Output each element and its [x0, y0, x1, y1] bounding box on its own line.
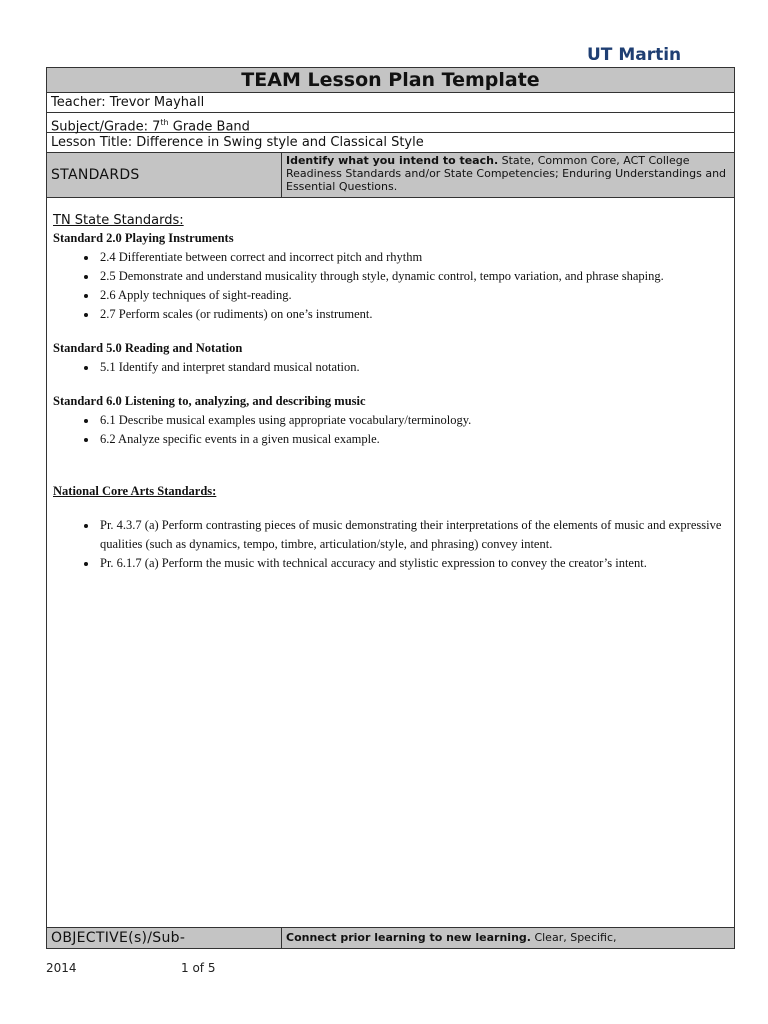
footer-year: 2014 — [46, 961, 77, 975]
tn-standards-heading: TN State Standards: — [53, 213, 184, 228]
lesson-title-field: Lesson Title: Difference in Swing style and Classical Style — [47, 133, 734, 153]
standards-label: STANDARDS — [47, 153, 282, 197]
standard-5-list — [53, 358, 728, 377]
standards-description-rest: State, Common Core, ACT College Readiness Standards and/or State Competencies; Enduring Understandings and Essential Questions. — [286, 154, 727, 193]
ncas-list — [53, 516, 728, 573]
standard-2-heading: Standard 2.0 Playing Instruments — [53, 231, 234, 245]
lesson-plan-table — [46, 67, 735, 949]
standards-header-row — [47, 153, 734, 198]
subject-grade-field — [47, 113, 734, 133]
footer-page-number: 1 of 5 — [181, 961, 216, 975]
list-item: • Pr. 4.3.7 (a) Perform contrasting pieces of music demonstrating their interpretations of the elements of music and expressive qualities (such as dynamics, tempo, timbre, articulation/style, and phrasing) convey intent. — [98, 516, 728, 554]
list-item: • 2.4 Differentiate between correct and incorrect pitch and rhythm — [98, 248, 728, 267]
objective-description-bold: Connect prior learning to new learning. — [286, 931, 531, 944]
standard-6-list — [53, 411, 728, 449]
list-item: • 6.1 Describe musical examples using appropriate vocabulary/terminology. — [98, 411, 728, 430]
objective-header-row — [47, 928, 734, 948]
list-item: • 6.2 Analyze specific events in a given musical example. — [98, 430, 728, 449]
standards-content — [47, 198, 734, 928]
standards-description — [282, 153, 734, 197]
subject-suffix: Grade Band — [168, 119, 250, 135]
standard-5-heading: Standard 5.0 Reading and Notation — [53, 341, 243, 355]
subject-prefix: Subject/Grade: 7 — [51, 119, 161, 135]
list-item: • 2.7 Perform scales (or rudiments) on one’s instrument. — [98, 305, 728, 324]
objective-label: OBJECTIVE(s)/Sub- — [47, 928, 282, 948]
standard-2-list — [53, 248, 728, 324]
list-item: • 2.5 Demonstrate and understand musicality through style, dynamic control, tempo variation, and phrase shaping. — [98, 267, 728, 286]
objective-description — [282, 928, 734, 948]
brand-logo-text: UT Martin — [587, 45, 682, 65]
list-item: • 5.1 Identify and interpret standard musical notation. — [98, 358, 728, 377]
list-item: • Pr. 6.1.7 (a) Perform the music with technical accuracy and stylistic expression to convey the creator’s intent. — [98, 554, 728, 573]
subject-superscript: th — [160, 118, 169, 127]
document-title: TEAM Lesson Plan Template — [47, 68, 734, 93]
teacher-field: Teacher: Trevor Mayhall — [47, 93, 734, 113]
objective-description-rest: Clear, Specific, — [530, 931, 617, 944]
national-core-arts-heading: National Core Arts Standards: — [53, 484, 217, 498]
standard-6-heading: Standard 6.0 Listening to, analyzing, and describing music — [53, 394, 366, 408]
standards-description-bold: Identify what you intend to teach. — [286, 154, 499, 167]
list-item: • 2.6 Apply techniques of sight-reading. — [98, 286, 728, 305]
